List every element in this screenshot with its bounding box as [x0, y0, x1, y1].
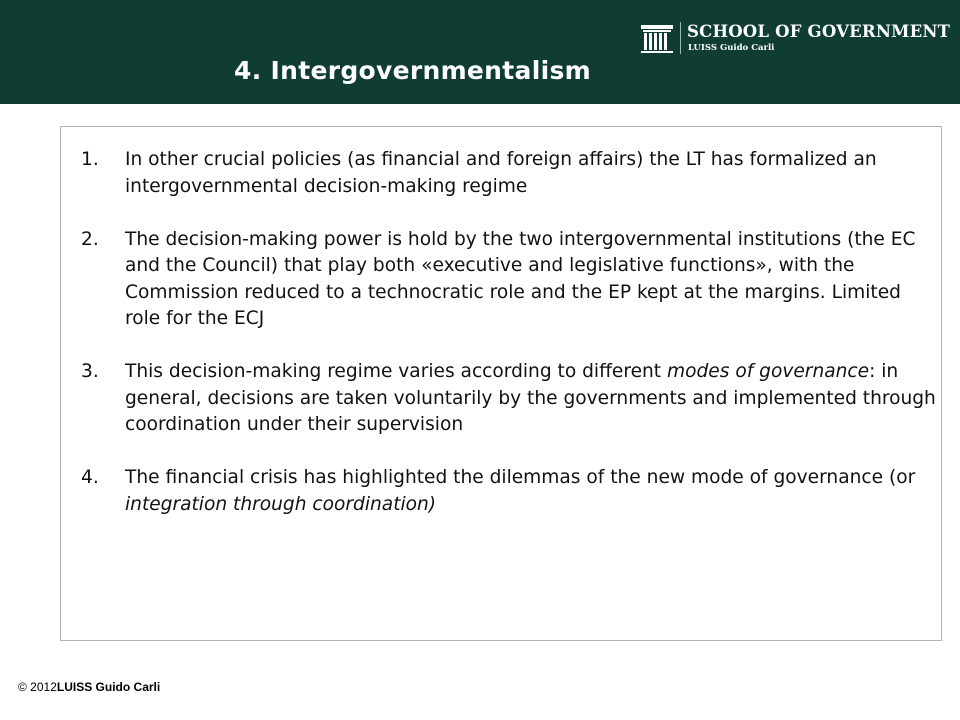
copyright-text: © 2012 — [18, 680, 57, 694]
numbered-list — [81, 147, 941, 545]
header-banner — [0, 0, 960, 104]
list-item-text — [125, 467, 915, 515]
list-item — [81, 465, 941, 518]
text-segment: The financial crisis has highlighted the dilemmas of the new mode of governance (or — [125, 467, 916, 488]
list-item-number: 1. — [81, 149, 99, 170]
list-item — [81, 359, 941, 439]
school-logo — [640, 22, 951, 56]
list-item-number: 2. — [81, 228, 99, 250]
list-item — [81, 147, 941, 200]
text-segment: In other crucial policies (as financial and foreign affairs) the LT has formalized an intergovernmental decision-making regime — [125, 149, 877, 197]
list-item-number: 3. — [81, 361, 99, 382]
list-item-number: 4. — [81, 467, 99, 488]
list-item — [81, 227, 941, 333]
list-item-text — [125, 229, 916, 330]
logo-sub-text: LUISS Guido Carli — [688, 43, 775, 53]
emphasis-text: modes of governance — [667, 361, 870, 382]
list-item-text — [125, 361, 936, 435]
text-segment: : in general, decisions are taken voluntarily by the governments and implemented through coordination under their supervision — [125, 361, 936, 435]
footer-org: LUISS Guido Carli — [56, 680, 161, 694]
column-logo-icon — [640, 24, 674, 54]
list-item-text — [125, 149, 877, 197]
slide-title: 4. Intergovernmentalism — [234, 56, 591, 85]
logo-main-text: SCHOOL OF GOVERNMENT — [687, 22, 951, 41]
footer-copyright — [18, 680, 160, 694]
text-segment: This decision-making regime varies according to different — [125, 361, 668, 382]
text-segment: The decision-making power is hold by the two intergovernmental institutions (the EC and the Council) that play both «executive and legislative functions», with the Commission reduced to a technocratic role and the EP kept at the margins. Limited role for the ECJ — [125, 228, 916, 329]
content-box — [60, 126, 942, 641]
logo-divider — [680, 22, 681, 54]
emphasis-text: integration through coordination) — [125, 493, 437, 515]
